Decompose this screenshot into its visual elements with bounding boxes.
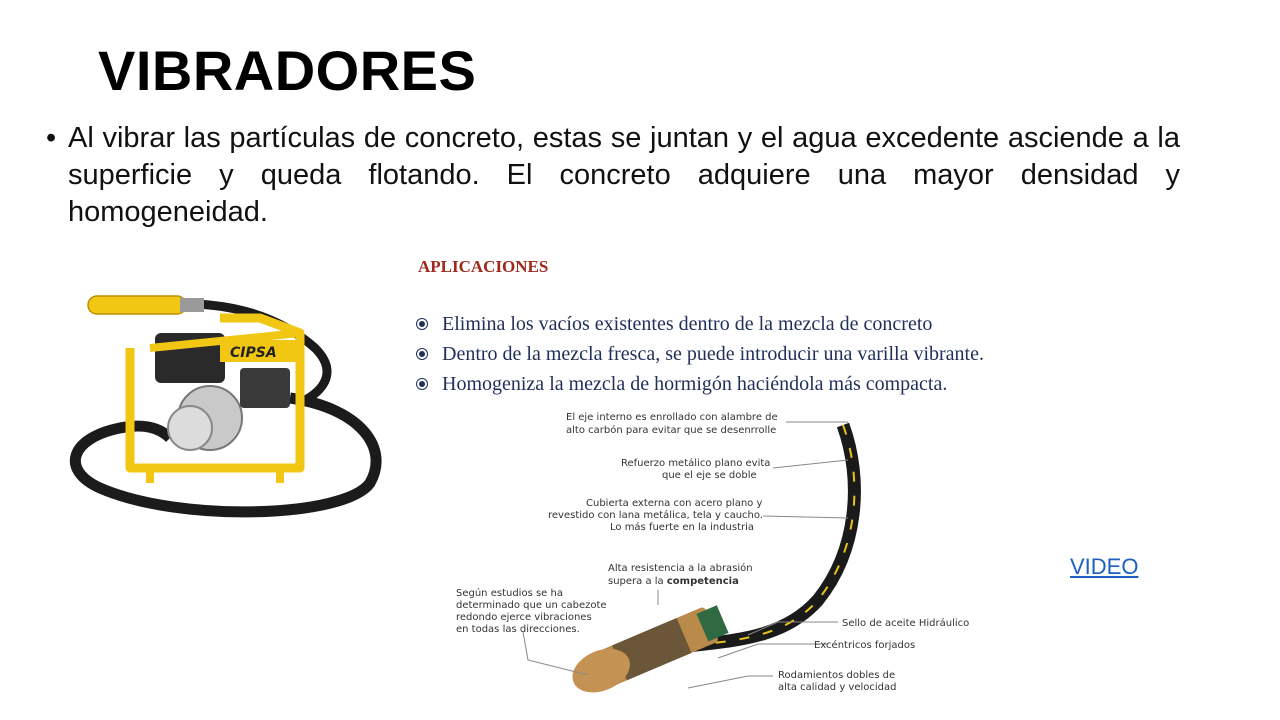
vibrator-head <box>88 296 186 314</box>
list-item <box>416 309 984 339</box>
applications-heading: APLICACIONES <box>418 257 549 276</box>
intro-text: Al vibrar las partículas de concreto, estas se juntan y el agua excedente asciende a la superficie y queda flotando. El concreto adquiere una mayor densidad y homogeneidad. <box>68 122 1180 228</box>
vibrator-machine-image <box>60 278 390 546</box>
label-head-2: determinado que un cabezote <box>456 600 607 611</box>
label-abrasion-1: Alta resistencia a la abrasión <box>608 563 753 574</box>
vibrator-needle-diagram <box>418 400 1038 720</box>
label-reinforce-1: Refuerzo metálico plano evita <box>621 458 771 469</box>
label-abrasion-2a: supera a la <box>608 576 664 587</box>
fuel-tank <box>240 368 290 408</box>
list-item-label: Elimina los vacíos existentes dentro de la mezcla de concreto <box>442 313 933 335</box>
label-head-1: Según estudios se ha <box>456 588 563 599</box>
label-head-3: redondo ejerce vibraciones <box>456 612 592 623</box>
applications-list <box>416 309 984 399</box>
bullet-icon <box>416 378 428 390</box>
label-oil-seal: Sello de aceite Hidráulico <box>842 618 970 629</box>
label-shaft-2: alto carbón para evitar que se desenrrolle <box>566 425 777 436</box>
label-shaft-1: El eje interno es enrollado con alambre de <box>566 412 778 423</box>
label-abrasion-2 <box>608 576 739 587</box>
intro-paragraph <box>46 120 1180 231</box>
bullet-icon <box>416 318 428 330</box>
label-abrasion-2b: competencia <box>666 576 739 587</box>
label-cover-3: Lo más fuerte en la industria <box>610 522 755 533</box>
label-bearings-1: Rodamientos dobles de <box>778 670 896 681</box>
label-head-4: en todas las direcciones. <box>456 624 580 635</box>
list-item <box>416 339 984 369</box>
list-item-label: Dentro de la mezcla fresca, se puede introducir una varilla vibrante. <box>442 343 984 365</box>
list-item-label: Homogeniza la mezcla de hormigón haciéndola más compacta. <box>442 373 948 395</box>
label-cover-1: Cubierta externa con acero plano y <box>586 498 763 509</box>
label-reinforce-2: que el eje se doble <box>662 470 757 481</box>
bullet-icon <box>416 348 428 360</box>
video-link[interactable]: VIDEO <box>1070 554 1139 579</box>
list-item <box>416 369 984 399</box>
label-cover-2: revestido con lana metálica, tela y caucho. <box>548 510 764 521</box>
label-bearings-2: alta calidad y velocidad <box>778 682 897 693</box>
brand-text: CIPSA <box>230 345 277 361</box>
bullet-marker: • <box>46 122 57 154</box>
recoil-starter <box>168 406 212 450</box>
head-coupling <box>180 298 204 312</box>
label-eccentrics: Excéntricos forjados <box>814 640 916 651</box>
slide-title: VIBRADORES <box>98 39 477 102</box>
